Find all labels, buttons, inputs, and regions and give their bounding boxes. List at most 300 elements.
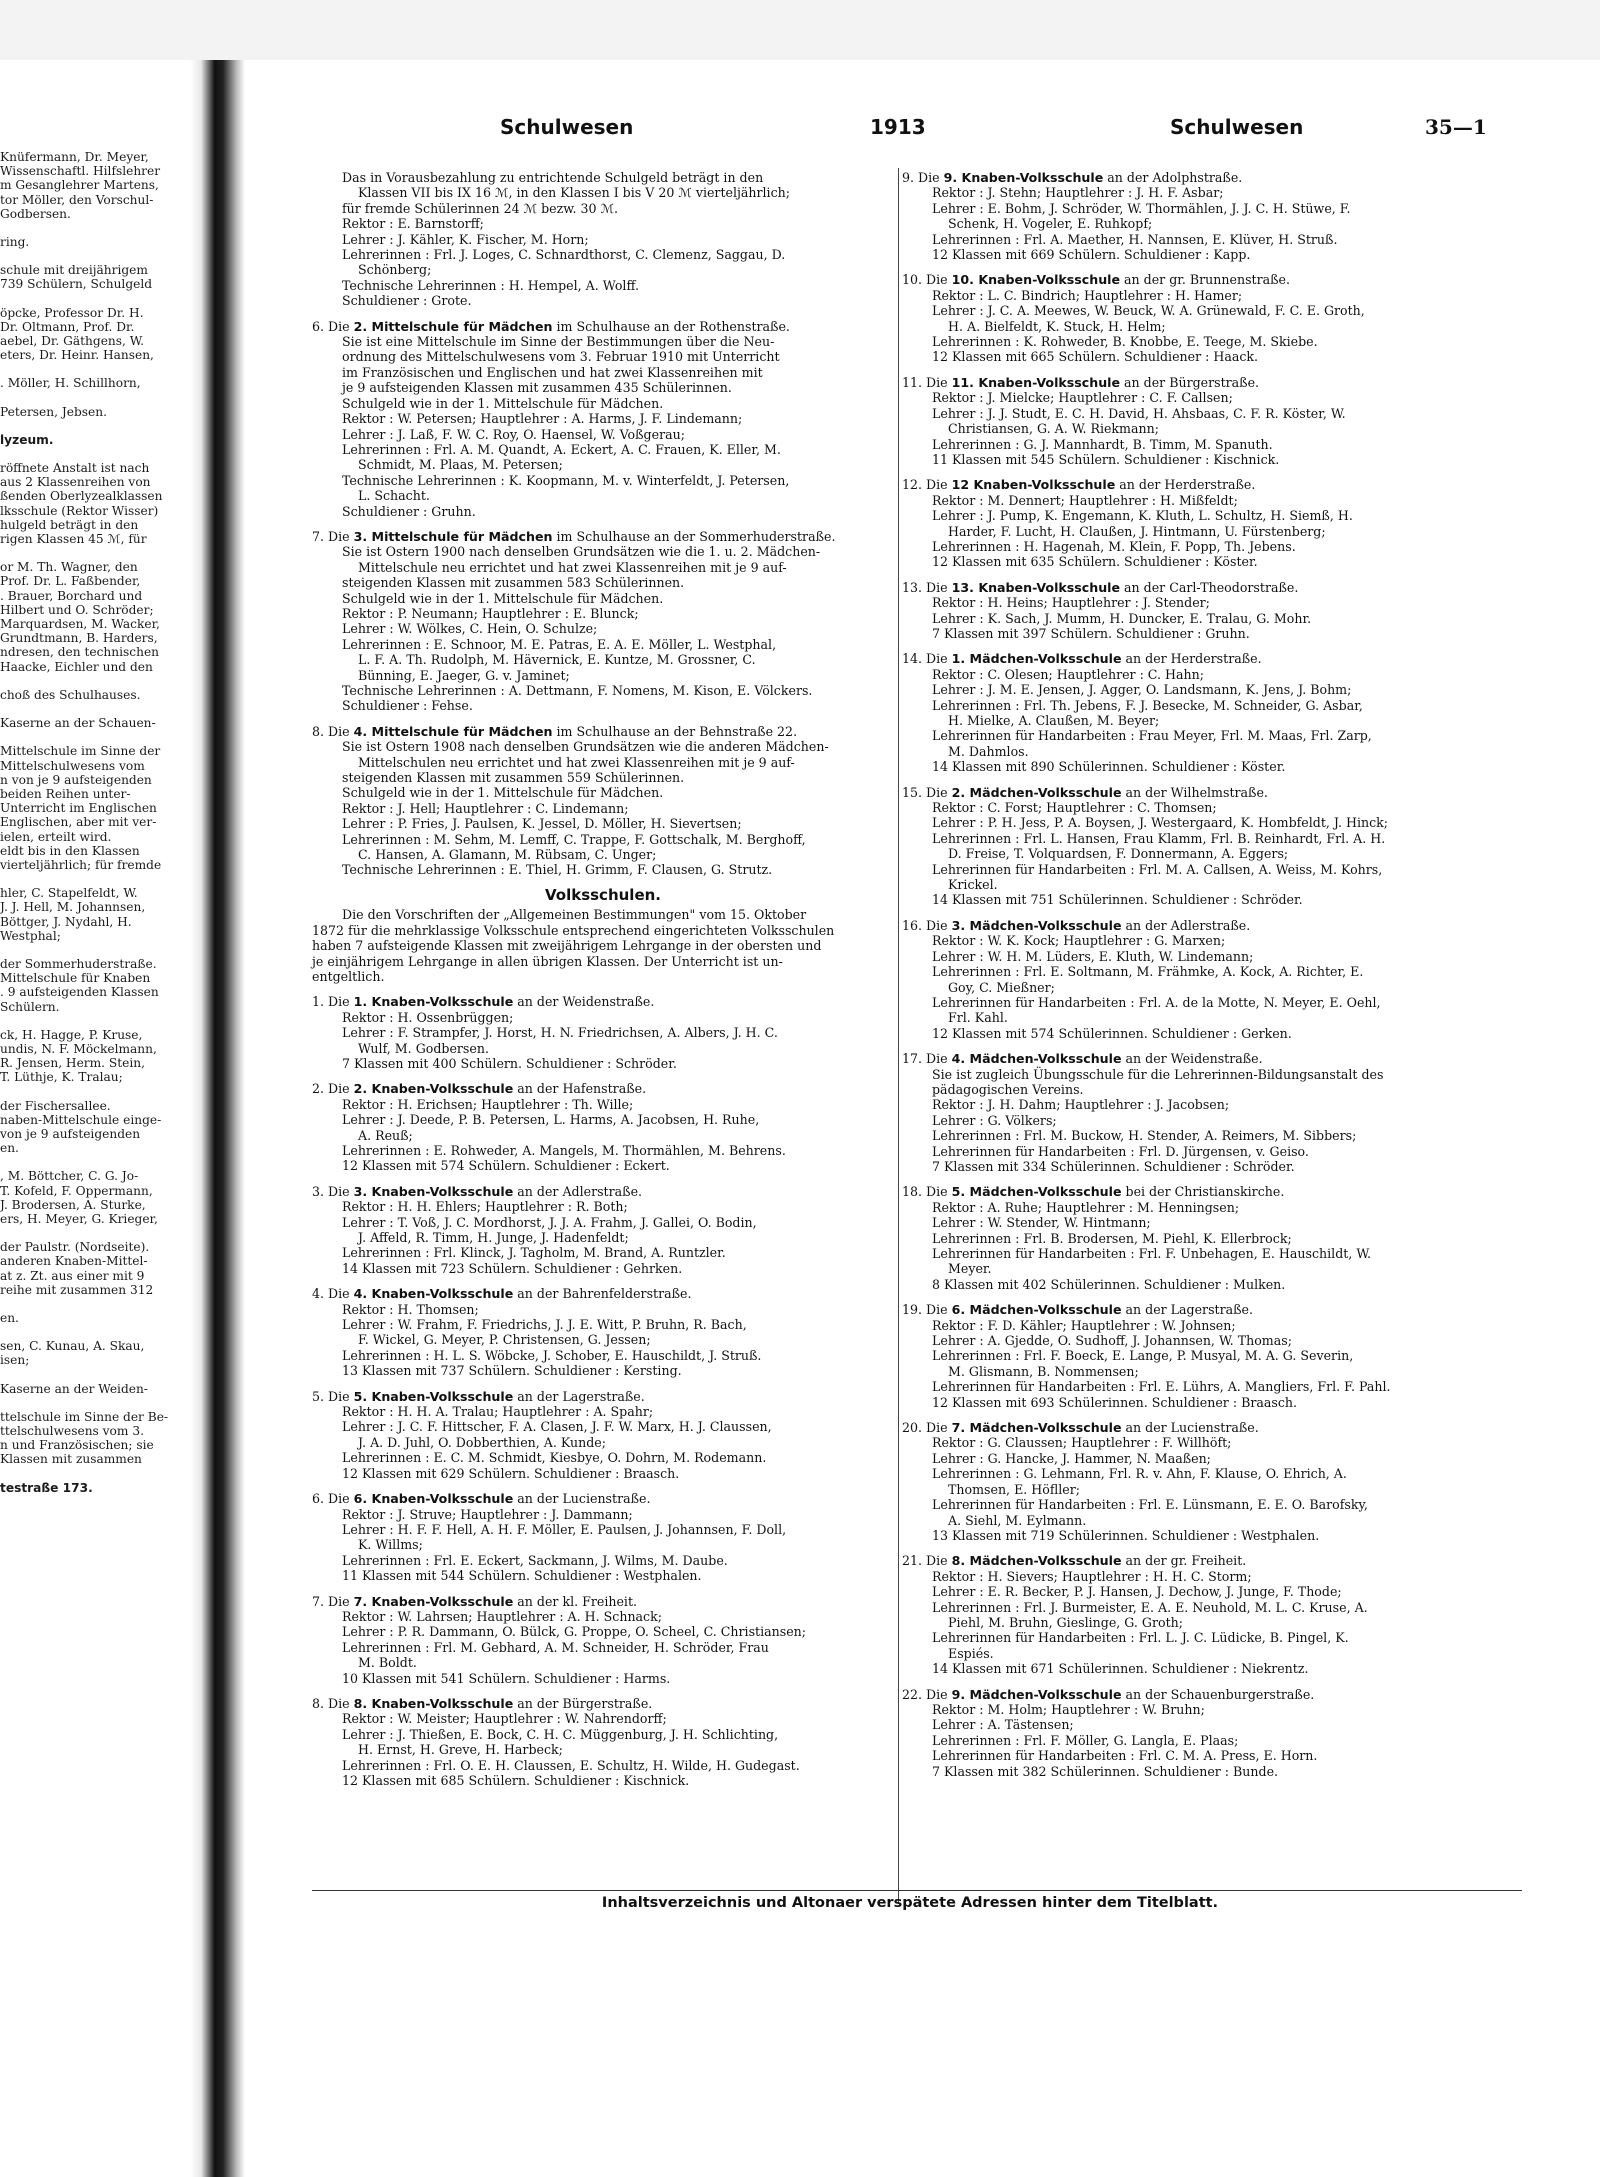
text-line: Lehrerinnen : Frl. F. Möller, G. Langla, E. Plaas; xyxy=(932,1732,1239,1748)
fragment-line: J. J. Hell, M. Johannsen, xyxy=(0,900,146,915)
text-line: 14 Klassen mit 671 Schülerinnen. Schuldiener : Niekrentz. xyxy=(932,1661,1309,1677)
text-line: Lehrer : P. H. Jess, P. A. Boysen, J. Westergaard, K. Hombfeldt, J. Hinck; xyxy=(932,815,1389,831)
text-line: Rektor : J. Struve; Hauptlehrer : J. Dammann; xyxy=(342,1506,633,1522)
volksschulen-intro xyxy=(312,907,894,984)
text-line: M. Dahmlos. xyxy=(948,743,1029,759)
school-heading: 11. Die 11. Knaben-Volksschule an der Bürgerstraße. xyxy=(902,374,1260,390)
intro-line: haben 7 aufsteigende Klassen mit zweijährigem Lehrgange in der obersten und xyxy=(312,938,822,954)
text-line: je 9 aufsteigenden Klassen mit zusammen 435 Schülerinnen. xyxy=(342,380,732,396)
left-school-list xyxy=(312,994,894,1788)
entry-number: 21. xyxy=(902,1553,923,1569)
school-entry xyxy=(312,1081,894,1173)
school-name: 1. Mädchen-Volksschule xyxy=(951,651,1122,667)
school-location: an der gr. Brunnenstraße. xyxy=(1124,272,1291,288)
text-line: steigenden Klassen mit zusammen 559 Schülerinnen. xyxy=(342,770,685,786)
text-line: Lehrerinnen : G. Lehmann, Frl. R. v. Ahn, F. Klause, O. Ehrich, A. xyxy=(932,1466,1347,1482)
text-line: Lehrerinnen für Handarbeiten : Frau Meyer, Frl. M. Maas, Frl. Zarp, xyxy=(932,728,1372,744)
entry-number: 6. xyxy=(312,1491,325,1507)
text-line: 14 Klassen mit 723 Schülern. Schuldiener : Gehrken. xyxy=(342,1260,683,1276)
text-line: 12 Klassen mit 629 Schülern. Schuldiener : Braasch. xyxy=(342,1465,680,1481)
text-line: Krickel. xyxy=(948,877,998,893)
text-line: Wulf, M. Godbersen. xyxy=(358,1040,489,1056)
entry-number: 7. xyxy=(312,528,325,544)
text-line: Lehrer : W. Frahm, F. Friedrichs, J. J. E. Witt, P. Bruhn, R. Bach, xyxy=(342,1317,747,1333)
text-line: 12 Klassen mit 669 Schülern. Schuldiener : Kapp. xyxy=(932,247,1251,263)
text-line: 12 Klassen mit 685 Schülern. Schuldiener : Kischnick. xyxy=(342,1773,690,1788)
text-line: für fremde Schülerinnen 24 ℳ bezw. 30 ℳ. xyxy=(342,200,619,216)
fragment-line: eldt bis in den Klassen xyxy=(0,843,140,858)
fragment-line: Haacke, Eichler und den xyxy=(0,659,153,674)
school-location: an der Lucienstraße. xyxy=(1125,1420,1259,1436)
school-location: an der Lucienstraße. xyxy=(517,1491,651,1507)
fragment-line: Klassen mit zusammen xyxy=(0,1452,142,1467)
text-line: Rektor : H. Thomsen; xyxy=(342,1301,479,1317)
text-line: Thomsen, E. Höfller; xyxy=(948,1481,1080,1497)
intro-line: je einjährigem Lehrgange in allen übrigen Klassen. Der Unterricht ist un- xyxy=(312,953,783,969)
entry-number: 20. xyxy=(902,1420,923,1436)
school-entry xyxy=(902,477,1522,569)
header-right-title: Schulwesen xyxy=(1170,115,1304,139)
text-line: H. Ernst, H. Greve, H. Harbeck; xyxy=(358,1742,563,1758)
school-entry xyxy=(312,319,894,519)
text-line: Lehrerinnen : Frl. Th. Jebens, F. J. Besecke, M. Schneider, G. Asbar, xyxy=(932,697,1363,713)
school-location: an der Weidenstraße. xyxy=(1125,1051,1263,1067)
school-name: 5. Mädchen-Volksschule xyxy=(951,1184,1122,1200)
fragment-line: T. Kofeld, F. Oppermann, xyxy=(0,1183,153,1198)
text-line: Rektor : H. Sievers; Hauptlehrer : H. H. C. Storm; xyxy=(932,1568,1252,1584)
text-line: 12 Klassen mit 665 Schülern. Schuldiener : Haack. xyxy=(932,349,1259,365)
fragment-line: hulgeld beträgt in den xyxy=(0,517,139,532)
text-line: Sie ist Ostern 1900 nach denselben Grundsätzen wie die 1. u. 2. Mädchen- xyxy=(342,544,821,560)
text-line: Mittelschulen neu errichtet und hat zwei Klassenreihen mit je 9 auf- xyxy=(358,754,795,770)
text-line: Schuldiener : Fehse. xyxy=(342,698,473,714)
text-line: Rektor : J. Mielcke; Hauptlehrer : C. F. Callsen; xyxy=(932,390,1233,406)
school-name: 3. Mädchen-Volksschule xyxy=(951,917,1122,933)
fragment-line xyxy=(0,546,190,560)
school-heading: 20. Die 7. Mädchen-Volksschule an der Lucienstraße. xyxy=(902,1420,1259,1436)
text-line: Lehrerinnen : Frl. O. E. H. Claussen, E. Schultz, H. Wilde, H. Gudegast. xyxy=(342,1757,800,1773)
school-heading: 2. Die 2. Knaben-Volksschule an der Hafenstraße. xyxy=(312,1081,647,1097)
school-heading: 3. Die 3. Knaben-Volksschule an der Adlerstraße. xyxy=(312,1183,643,1199)
text-line: Lehrer : A. Gjedde, O. Sudhoff, J. Johannsen, W. Thomas; xyxy=(932,1333,1292,1349)
text-line: 7 Klassen mit 400 Schülern. Schuldiener : Schröder. xyxy=(342,1055,677,1071)
text-line: 10 Klassen mit 541 Schülern. Schuldiener : Harms. xyxy=(342,1670,671,1686)
school-name: 4. Mittelschule für Mädchen xyxy=(353,723,553,739)
text-line: Lehrerinnen : Frl. J. Loges, C. Schnardthorst, C. Clemenz, Saggau, D. xyxy=(342,247,786,263)
school-entry xyxy=(902,272,1522,364)
text-line: Lehrerinnen für Handarbeiten : Frl. L. J. C. Lüdicke, B. Pingel, K. xyxy=(932,1630,1349,1646)
text-line: Lehrer : J. Pump, K. Engemann, K. Kluth, L. Schultz, H. Siemß, H. xyxy=(932,508,1353,524)
text-line: Lehrer : T. Voß, J. C. Mordhorst, J. J. A. Frahm, J. Gallei, O. Bodin, xyxy=(342,1214,757,1230)
fragment-line xyxy=(0,391,190,405)
school-location: an der Schauenburgerstraße. xyxy=(1125,1686,1315,1702)
fragment-line: , M. Böttcher, C. G. Jo- xyxy=(0,1169,139,1184)
text-line: Lehrer : J. Thießen, E. Bock, C. H. C. Müggenburg, J. H. Schlichting, xyxy=(342,1726,779,1742)
entry-number: 8. xyxy=(312,1695,325,1711)
school-location: an der Adlerstraße. xyxy=(1125,917,1251,933)
fragment-line xyxy=(0,362,190,376)
school-location: an der Herderstraße. xyxy=(1125,651,1262,667)
school-entry xyxy=(902,1302,1522,1410)
text-line: Lehrer : G. Hancke, J. Hammer, N. Maaßen; xyxy=(932,1450,1211,1466)
fragment-line xyxy=(0,419,190,433)
text-line: J. A. D. Juhl, O. Dobberthien, A. Kunde; xyxy=(358,1434,606,1450)
school-name: 4. Knaben-Volksschule xyxy=(353,1286,514,1302)
school-location: im Schulhause an der Rothenstraße. xyxy=(556,318,790,334)
text-line: C. Hansen, A. Glamann, M. Rübsam, C. Unger; xyxy=(358,847,657,863)
text-line: Lehrerinnen : Frl. E. Eckert, Sackmann, J. Wilms, M. Daube. xyxy=(342,1552,728,1568)
school-location: an der kl. Freiheit. xyxy=(517,1593,638,1609)
fragment-line: Böttger, J. Nydahl, H. xyxy=(0,914,132,929)
school-name: 2. Knaben-Volksschule xyxy=(353,1081,514,1097)
school-heading: 1. Die 1. Knaben-Volksschule an der Weidenstraße. xyxy=(312,994,655,1010)
text-line: Schulgeld wie in der 1. Mittelschule für Mädchen. xyxy=(342,395,664,411)
fragment-line: reihe mit zusammen 312 xyxy=(0,1282,154,1297)
text-line: 7 Klassen mit 397 Schülern. Schuldiener : Gruhn. xyxy=(932,625,1250,641)
text-line: M. Glismann, B. Nommensen; xyxy=(948,1363,1139,1379)
text-line: A. Reuß; xyxy=(358,1127,413,1143)
school-location: an der gr. Freiheit. xyxy=(1125,1553,1247,1569)
fragment-line: n von je 9 aufsteigenden xyxy=(0,772,152,787)
text-line: 7 Klassen mit 382 Schülerinnen. Schuldiener : Bunde. xyxy=(932,1763,1279,1779)
entry-number: 9. xyxy=(902,170,915,185)
fragment-line: ers, H. Meyer, G. Krieger, xyxy=(0,1211,158,1226)
text-line: Lehrer : P. R. Dammann, O. Bülck, G. Proppe, O. Scheel, C. Christiansen; xyxy=(342,1624,807,1640)
fragment-line: Schülern. xyxy=(0,999,60,1014)
text-line: Lehrerinnen : Frl. A. Maether, H. Nannsen, E. Klüver, H. Struß. xyxy=(932,231,1338,247)
text-line: Rektor : H. H. A. Tralau; Hauptlehrer : A. Spahr; xyxy=(342,1404,654,1420)
school-heading: 17. Die 4. Mädchen-Volksschule an der Weidenstraße. xyxy=(902,1051,1263,1067)
school-heading: 10. Die 10. Knaben-Volksschule an der gr. Brunnenstraße. xyxy=(902,272,1291,288)
fragment-line xyxy=(0,1396,190,1410)
text-line: Christiansen, G. A. W. Riekmann; xyxy=(948,421,1159,437)
school-name: 6. Knaben-Volksschule xyxy=(353,1491,514,1507)
section-title-volksschulen: Volksschulen. xyxy=(544,885,661,904)
text-line: Bünning, E. Jaeger, G. v. Jaminet; xyxy=(358,667,570,683)
fragment-line: beiden Reihen unter- xyxy=(0,786,131,801)
text-line: Lehrerinnen : Frl. E. Soltmann, M. Frähmke, A. Kock, A. Richter, E. xyxy=(932,964,1364,980)
fragment-line: isen; xyxy=(0,1353,30,1368)
text-line: Rektor : L. C. Bindrich; Hauptlehrer : H. Hamer; xyxy=(932,287,1243,303)
fragment-line: en. xyxy=(0,1311,19,1325)
text-line: Rektor : W. Petersen; Hauptlehrer : A. Harms, J. F. Lindemann; xyxy=(342,411,743,427)
text-line: A. Siehl, M. Eylmann. xyxy=(948,1512,1087,1528)
text-line: Rektor : H. H. Ehlers; Hauptlehrer : R. Both; xyxy=(342,1199,628,1215)
text-line: Schönberg; xyxy=(358,262,432,278)
text-line: Lehrer : A. Tästensen; xyxy=(932,1717,1074,1733)
fragment-line xyxy=(0,1155,190,1169)
text-line: 13 Klassen mit 737 Schülern. Schuldiener : Kersting. xyxy=(342,1363,682,1379)
text-line: Goy, C. Mießner; xyxy=(948,979,1055,995)
school-entry xyxy=(312,1491,894,1583)
text-line: Technische Lehrerinnen : H. Hempel, A. Wolff. xyxy=(342,277,639,293)
fragment-line: Prof. Dr. L. Faßbender, xyxy=(0,574,141,589)
mittelschulen-list xyxy=(312,170,894,878)
entry-number: 19. xyxy=(902,1302,923,1318)
fragment-line: naben-Mittelschule einge- xyxy=(0,1112,162,1127)
text-line: 13 Klassen mit 719 Schülerinnen. Schuldiener : Westphalen. xyxy=(932,1527,1320,1543)
fragment-line: R. Jensen, Herm. Stein, xyxy=(0,1056,145,1071)
header-page-number: 35—1 xyxy=(1425,115,1487,139)
school-heading: 8. Die 4. Mittelschule für Mädchen im Schulhause an der Behnstraße 22. xyxy=(312,723,798,739)
fragment-line: T. Lüthje, K. Tralau; xyxy=(0,1070,123,1085)
text-line: steigenden Klassen mit zusammen 583 Schülerinnen. xyxy=(342,575,685,591)
fragment-line xyxy=(0,943,190,957)
text-line: Lehrer : J. C. F. Hittscher, F. A. Clasen, J. F. W. Marx, H. J. Claussen, xyxy=(342,1419,772,1435)
fragment-line: Mittelschule im Sinne der xyxy=(0,744,161,759)
text-line: Lehrer : J. M. E. Jensen, J. Agger, O. Landsmann, K. Jens, J. Bohm; xyxy=(932,682,1352,698)
fragment-line: sen, C. Kunau, A. Skau, xyxy=(0,1339,145,1354)
text-line: Lehrer : J. Laß, F. W. C. Roy, O. Haensel, W. Voßgerau; xyxy=(342,426,685,442)
fragment-line: ndresen, den technischen xyxy=(0,645,160,660)
text-line: Lehrer : W. H. M. Lüders, E. Kluth, W. Lindemann; xyxy=(932,948,1254,964)
text-line: Rektor : H. Ossenbrüggen; xyxy=(342,1009,514,1025)
text-line: Technische Lehrerinnen : E. Thiel, H. Grimm, F. Clausen, G. Strutz. xyxy=(342,862,773,878)
fragment-line: Petersen, Jebsen. xyxy=(0,404,107,419)
text-line: Lehrer : J. Deede, P. B. Petersen, L. Harms, A. Jacobsen, H. Ruhe, xyxy=(342,1112,760,1128)
fragment-line: Westphal; xyxy=(0,928,61,943)
text-line: Sie ist Ostern 1908 nach denselben Grundsätzen wie die anderen Mädchen- xyxy=(342,739,829,755)
text-line: Lehrer : F. Strampfer, J. Horst, H. N. Friedrichsen, A. Albers, J. H. C. xyxy=(342,1025,778,1041)
text-line: 12 Klassen mit 693 Schülerinnen. Schuldiener : Braasch. xyxy=(932,1394,1297,1410)
intro-line: 1872 für die mehrklassige Volksschule entsprechend eingerichteten Volksschulen xyxy=(312,922,835,938)
school-name: 1. Knaben-Volksschule xyxy=(353,994,514,1010)
fragment-line: schule mit dreijährigem xyxy=(0,263,148,278)
text-line: F. Wickel, G. Meyer, P. Christensen, G. Jessen; xyxy=(358,1332,651,1348)
text-line: L. F. A. Th. Rudolph, M. Hävernick, E. Kuntze, M. Grossner, C. xyxy=(358,652,756,668)
entry-number: 10. xyxy=(902,272,923,288)
text-line: Lehrerinnen : E. C. M. Schmidt, Kiesbye, O. Dohrn, M. Rodemann. xyxy=(342,1450,767,1466)
text-line: Rektor : G. Claussen; Hauptlehrer : F. Willhöft; xyxy=(932,1435,1232,1451)
text-line: Schuldiener : Grote. xyxy=(342,293,472,309)
footer-rule xyxy=(312,1890,1522,1891)
text-line: Rektor : W. Lahrsen; Hauptlehrer : A. H. Schnack; xyxy=(342,1608,662,1624)
school-location: an der Carl-Theodorstraße. xyxy=(1124,579,1299,595)
text-line: Lehrer : K. Sach, J. Mumm, H. Duncker, E. Tralau, G. Mohr. xyxy=(932,610,1312,626)
entry-number: 5. xyxy=(312,1388,325,1404)
school-heading: 6. Die 6. Knaben-Volksschule an der Lucienstraße. xyxy=(312,1491,651,1507)
school-heading: 13. Die 13. Knaben-Volksschule an der Carl-Theodorstraße. xyxy=(902,579,1299,595)
school-heading: 22. Die 9. Mädchen-Volksschule an der Schauenburgerstraße. xyxy=(902,1686,1315,1702)
fragment-line: hler, C. Stapelfeldt, W. xyxy=(0,886,138,901)
school-location: an der Lagerstraße. xyxy=(1125,1302,1254,1318)
fragment-line xyxy=(0,249,190,263)
fragment-line: . Möller, H. Schillhorn, xyxy=(0,376,141,391)
school-heading: 12. Die 12 Knaben-Volksschule an der Herderstraße. xyxy=(902,477,1256,493)
school-heading: 21. Die 8. Mädchen-Volksschule an der gr. Freiheit. xyxy=(902,1553,1247,1569)
header-year: 1913 xyxy=(870,115,926,139)
text-line: J. Affeld, R. Timm, H. Junge, J. Hadenfeldt; xyxy=(358,1230,629,1245)
school-entry xyxy=(312,724,894,878)
school-name: 9. Knaben-Volksschule xyxy=(943,170,1104,185)
fragment-line: Englischen, aber mit ver- xyxy=(0,815,157,830)
fragment-line xyxy=(0,702,190,716)
fragment-line: ttelschule im Sinne der Be- xyxy=(0,1409,169,1424)
fragment-line xyxy=(0,1325,190,1339)
text-line: im Französischen und Englischen und hat zwei Klassenreihen mit xyxy=(342,364,763,380)
text-line: Frl. Kahl. xyxy=(948,1010,1008,1026)
text-line: Rektor : M. Dennert; Hauptlehrer : H. Mißfeldt; xyxy=(932,492,1238,508)
fragment-line: at z. Zt. aus einer mit 9 xyxy=(0,1268,145,1283)
school-heading: 8. Die 8. Knaben-Volksschule an der Bürgerstraße. xyxy=(312,1695,653,1711)
school-heading: 14. Die 1. Mädchen-Volksschule an der Herderstraße. xyxy=(902,651,1262,667)
school-name: 2. Mittelschule für Mädchen xyxy=(353,318,553,334)
school-heading: 15. Die 2. Mädchen-Volksschule an der Wilhelmstraße. xyxy=(902,784,1268,800)
left-column xyxy=(312,170,894,1798)
right-column xyxy=(902,170,1522,1789)
school-entry xyxy=(902,1051,1522,1174)
fragment-line: Wissenschaftl. Hilfslehrer xyxy=(0,164,161,179)
school-location: an der Herderstraße. xyxy=(1119,477,1256,493)
text-line: Rektor : J. Stehn; Hauptlehrer : J. H. F. Asbar; xyxy=(932,185,1224,201)
intro-line: entgeltlich. xyxy=(312,968,385,984)
fragment-line: or M. Th. Wagner, den xyxy=(0,560,138,575)
text-line: Rektor : E. Barnstorff; xyxy=(342,216,484,232)
fragment-line: ßenden Oberlyzealklassen xyxy=(0,489,163,504)
entry-number: 4. xyxy=(312,1286,325,1302)
right-school-list xyxy=(902,170,1522,1779)
text-line: H. Mielke, A. Claußen, M. Beyer; xyxy=(948,713,1160,728)
text-line: 8 Klassen mit 402 Schülerinnen. Schuldiener : Mulken. xyxy=(932,1276,1286,1292)
fragment-line xyxy=(0,447,190,461)
fragment-line: . Brauer, Borchard und xyxy=(0,588,143,603)
text-line: Lehrerinnen : E. Schnoor, M. E. Patras, E. A. E. Möller, L. Westphal, xyxy=(342,636,777,652)
fragment-line: Mittelschulwesens vom xyxy=(0,758,145,773)
school-entry xyxy=(312,1286,894,1378)
school-entry xyxy=(902,170,1522,262)
school-name: 8. Knaben-Volksschule xyxy=(353,1695,514,1711)
text-line: Lehrerinnen : Frl. M. Buckow, H. Stender, A. Reimers, M. Sibbers; xyxy=(932,1128,1357,1144)
text-line: 11 Klassen mit 544 Schülern. Schuldiener : Westphalen. xyxy=(342,1568,702,1584)
fragment-line xyxy=(0,221,190,235)
fragment-line: Hilbert und O. Schröder; xyxy=(0,602,154,617)
school-location: im Schulhause an der Sommerhuderstraße. xyxy=(556,528,836,544)
text-line: Lehrerinnen für Handarbeiten : Frl. D. Jürgensen, v. Geiso. xyxy=(932,1143,1309,1159)
school-name: 8. Mädchen-Volksschule xyxy=(951,1553,1122,1569)
text-line: K. Willms; xyxy=(358,1537,423,1553)
entry-number: 13. xyxy=(902,579,923,595)
text-line: Rektor : C. Forst; Hauptlehrer : C. Thomsen; xyxy=(932,800,1217,816)
fragment-line: . 9 aufsteigenden Klassen xyxy=(0,985,159,1000)
school-name: 11. Knaben-Volksschule xyxy=(951,374,1121,390)
text-line: Rektor : P. Neumann; Hauptlehrer : E. Blunck; xyxy=(342,605,639,621)
text-line: Schulgeld wie in der 1. Mittelschule für Mädchen. xyxy=(342,590,664,606)
fragment-line xyxy=(0,1014,190,1028)
fragment-line: aebel, Dr. Gäthgens, W. xyxy=(0,334,145,349)
text-line: Klassen VII bis IX 16 ℳ, in den Klassen I bis V 20 ℳ vierteljährlich; xyxy=(358,185,790,201)
school-name: 5. Knaben-Volksschule xyxy=(353,1388,514,1404)
text-line: 11 Klassen mit 545 Schülern. Schuldiener : Kischnick. xyxy=(932,451,1280,467)
text-line: Lehrer : J. J. Studt, E. C. H. David, H. Ahsbaas, C. F. R. Köster, W. xyxy=(932,405,1346,421)
school-entry xyxy=(902,375,1522,467)
fragment-line: testraße 173. xyxy=(0,1480,93,1495)
column-divider xyxy=(898,168,899,1903)
school-name: 10. Knaben-Volksschule xyxy=(951,272,1121,288)
text-line: Lehrerinnen : Frl. Klinck, J. Tagholm, M. Brand, A. Runtzler. xyxy=(342,1245,726,1261)
school-location: an der Wilhelmstraße. xyxy=(1125,784,1268,800)
text-line: Technische Lehrerinnen : K. Koopmann, M. v. Winterfeldt, J. Petersen, xyxy=(342,472,790,488)
text-line: 12 Klassen mit 574 Schülern. Schuldiener : Eckert. xyxy=(342,1158,670,1174)
entry-number: 3. xyxy=(312,1183,325,1199)
fragment-line: Kaserne an der Weiden- xyxy=(0,1381,148,1396)
school-entry xyxy=(312,1594,894,1686)
text-line: Lehrer : G. Völkers; xyxy=(932,1112,1057,1128)
fragment-line: 739 Schülern, Schulgeld xyxy=(0,277,153,292)
text-line: Lehrer : H. F. F. Hell, A. H. F. Möller, E. Paulsen, J. Johannsen, F. Doll, xyxy=(342,1521,787,1537)
text-line: Lehrerinnen : M. Sehm, M. Lemff, C. Trappe, F. Gottschalk, M. Berghoff, xyxy=(342,831,806,847)
text-line: Lehrerinnen : K. Rohweder, B. Knobbe, E. Teege, M. Skiebe. xyxy=(932,334,1318,350)
entry-number: 8. xyxy=(312,723,325,739)
text-line: M. Boldt. xyxy=(358,1655,417,1671)
school-name: 3. Knaben-Volksschule xyxy=(353,1183,514,1199)
intro-line: Die den Vorschriften der „Allgemeinen Bestimmungen" vom 15. Oktober xyxy=(342,907,807,923)
school-entry xyxy=(902,785,1522,908)
fragment-line: undis, N. F. Möckelmann, xyxy=(0,1041,157,1056)
text-line: Lehrer : P. Fries, J. Paulsen, K. Jessel, D. Möller, H. Sievertsen; xyxy=(342,816,742,832)
school-heading: 7. Die 7. Knaben-Volksschule an der kl. Freiheit. xyxy=(312,1593,638,1609)
fragment-line: ck, H. Hagge, P. Kruse, xyxy=(0,1027,143,1042)
text-line: Lehrerinnen : Frl. F. Boeck, E. Lange, P. Musyal, M. A. G. Severin, xyxy=(932,1348,1354,1364)
text-line: Lehrerinnen für Handarbeiten : Frl. E. Lünsmann, E. E. O. Barofsky, xyxy=(932,1497,1368,1513)
text-line: Rektor : W. Meister; Hauptlehrer : W. Nahrendorff; xyxy=(342,1711,667,1727)
entry-number: 12. xyxy=(902,477,923,493)
fragment-line: von je 9 aufsteigenden xyxy=(0,1126,141,1141)
fragment-line: aus 2 Klassenreihen von xyxy=(0,475,151,490)
fragment-line: ttelschulwesens vom 3. xyxy=(0,1424,144,1439)
text-line: Lehrer : J. C. A. Meewes, W. Beuck, W. A. Grünewald, F. C. E. Groth, xyxy=(932,303,1365,319)
fragment-line: Dr. Oltmann, Prof. Dr. xyxy=(0,319,135,334)
text-line: Rektor : A. Ruhe; Hauptlehrer : M. Henningsen; xyxy=(932,1199,1240,1215)
fragment-line: lyzeum. xyxy=(0,432,54,447)
text-line: 12 Klassen mit 635 Schülern. Schuldiener : Köster. xyxy=(932,554,1258,570)
text-line: Sie ist eine Mittelschule im Sinne der Bestimmungen über die Neu- xyxy=(342,334,775,350)
fragment-line: Knüfermann, Dr. Meyer, xyxy=(0,150,149,164)
school-name: 13. Knaben-Volksschule xyxy=(951,579,1121,595)
text-line: Lehrer : E. Bohm, J. Schröder, W. Thormählen, J. J. C. H. Stüwe, F. xyxy=(932,200,1351,216)
school-entry xyxy=(902,918,1522,1041)
previous-page-fragment xyxy=(0,150,190,1495)
text-line: Lehrer : J. Kähler, K. Fischer, M. Horn; xyxy=(342,231,589,247)
text-line: Lehrerinnen : H. L. S. Wöbcke, J. Schober, E. Hauschildt, J. Struß. xyxy=(342,1347,762,1363)
text-line: Lehrerinnen : G. J. Mannhardt, B. Timm, M. Spanuth. xyxy=(932,436,1273,452)
school-location: an der Adolphstraße. xyxy=(1107,170,1243,185)
text-line: Schenk, H. Vogeler, E. Ruhkopf; xyxy=(948,216,1153,232)
fragment-line xyxy=(0,730,190,744)
fragment-line: Godbersen. xyxy=(0,206,71,221)
text-line: 12 Klassen mit 574 Schülerinnen. Schuldiener : Gerken. xyxy=(932,1025,1292,1041)
fragment-line xyxy=(0,1368,190,1382)
school-heading: 6. Die 2. Mittelschule für Mädchen im Schulhause an der Rothenstraße. xyxy=(312,318,790,334)
school-location: an der Hafenstraße. xyxy=(517,1081,647,1097)
text-line: Piehl, M. Bruhn, Gieslinge, G. Groth; xyxy=(948,1614,1184,1630)
text-line: Lehrerinnen : E. Rohweder, A. Mangels, M. Thormählen, M. Behrens. xyxy=(342,1142,786,1158)
fragment-line: öpcke, Professor Dr. H. xyxy=(0,305,144,320)
school-name: 7. Knaben-Volksschule xyxy=(353,1593,514,1609)
school-entry xyxy=(902,651,1522,774)
text-line: Sie ist zugleich Übungsschule für die Lehrerinnen-Bildungsanstalt des xyxy=(932,1066,1384,1082)
school-name: 3. Mittelschule für Mädchen xyxy=(353,528,553,544)
text-line: Schulgeld wie in der 1. Mittelschule für Mädchen. xyxy=(342,785,664,801)
fragment-line: tor Möller, den Vorschul- xyxy=(0,192,154,207)
text-line: Lehrerinnen : H. Hagenah, M. Klein, F. Popp, Th. Jebens. xyxy=(932,538,1296,554)
text-line: Rektor : F. D. Kähler; Hauptlehrer : W. Johnsen; xyxy=(932,1317,1236,1333)
page-header xyxy=(500,115,1550,147)
text-line: Rektor : M. Holm; Hauptlehrer : W. Bruhn; xyxy=(932,1701,1205,1717)
fragment-line: eters, Dr. Heinr. Hansen, xyxy=(0,348,154,363)
text-line: Lehrerinnen für Handarbeiten : Frl. A. de la Motte, N. Meyer, E. Oehl, xyxy=(932,994,1381,1010)
school-heading: 19. Die 6. Mädchen-Volksschule an der Lagerstraße. xyxy=(902,1302,1254,1318)
fragment-line: lksschule (Rektor Wisser) xyxy=(0,503,159,518)
